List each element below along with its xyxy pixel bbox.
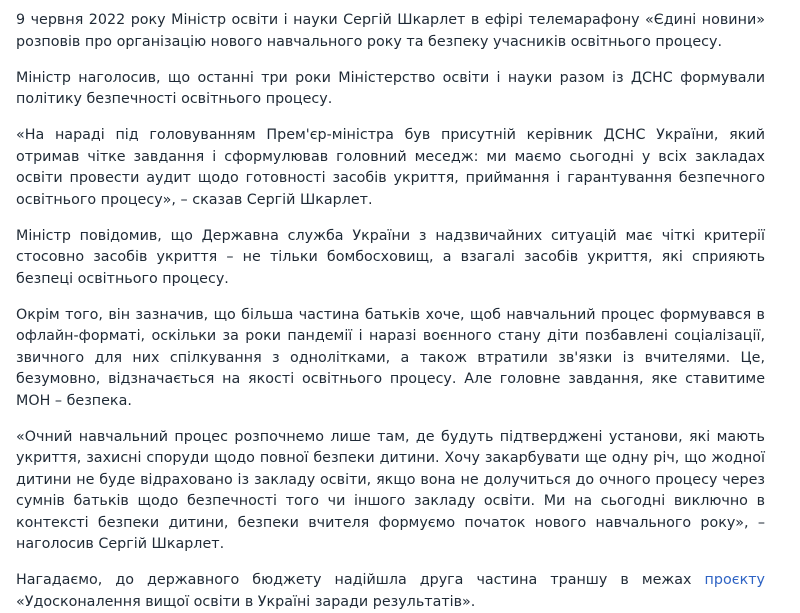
- project-link[interactable]: проєкту: [704, 572, 765, 588]
- paragraph-quote-in-person: «Очний навчальний процес розпочнемо лише там, де будуть підтверджені установи, які мають укриття, захисні споруди щодо повної безпеки дитини. Хочу закарбувати ще одну річ, що жодної дитини не буде відраховано із закладу освіти, якщо вона не долучиться до очного процесу через сумнів батьків щодо безпечності того чи іншого закладу освіти. Ми на сьогодні виключно в контексті безпеки дитини, безпеки вчителя формуємо початок нового навчального року», – наголосив Сергій Шкарлет.: [16, 428, 765, 552]
- paragraph-shelter-criteria: Міністр повідомив, що Державна служба України з надзвичайних ситуацій має чіткі критерії стосовно засобів укриття – не тільки бомбосховищ, а взагалі засобів укриття, які сприяють безпеці освітнього процесу.: [16, 227, 765, 287]
- paragraph-offline-format: Окрім того, він зазначив, що більша частина батьків хоче, щоб навчальний процес формувався в офлайн-форматі, оскільки за роки пандемії і наразі воєнного стану діти позбавлені соціалізації, звичного для них спілкування з однолітками, а також втратили зв'язки із вчителями. Це, безумовно, відзначається на якості освітнього процесу. Але головне завдання, яке ставитиме МОН – безпека.: [16, 306, 765, 409]
- paragraph-reminder: [16, 570, 765, 613]
- reminder-text-before: Нагадаємо, до державного бюджету надійшла друга частина траншу в межах: [16, 572, 705, 588]
- paragraph-policy: Міністр наголосив, що останні три роки Міністерство освіти і науки разом із ДСНС формували політику безпечності освітнього процесу.: [16, 69, 765, 107]
- paragraph-intro: 9 червня 2022 року Міністр освіти і науки Сергій Шкарлет в ефірі телемарафону «Єдині новини» розповів про організацію нового навчального року та безпеку учасників освітнього процесу.: [16, 12, 765, 50]
- paragraph-quote-meeting: «На нараді під головуванням Прем'єр-міністра був присутній керівник ДСНС України, який отримав чітке завдання і сформулював головний меседж: ми маємо сьогодні у всіх закладах освіти провести аудит щодо готовності засобів укриття, приймання і гарантування безпечного освітнього процесу», – сказав Сергій Шкарлет.: [16, 127, 765, 208]
- reminder-text-after: «Удосконалення вищої освіти в Україні заради результатів».: [16, 593, 476, 610]
